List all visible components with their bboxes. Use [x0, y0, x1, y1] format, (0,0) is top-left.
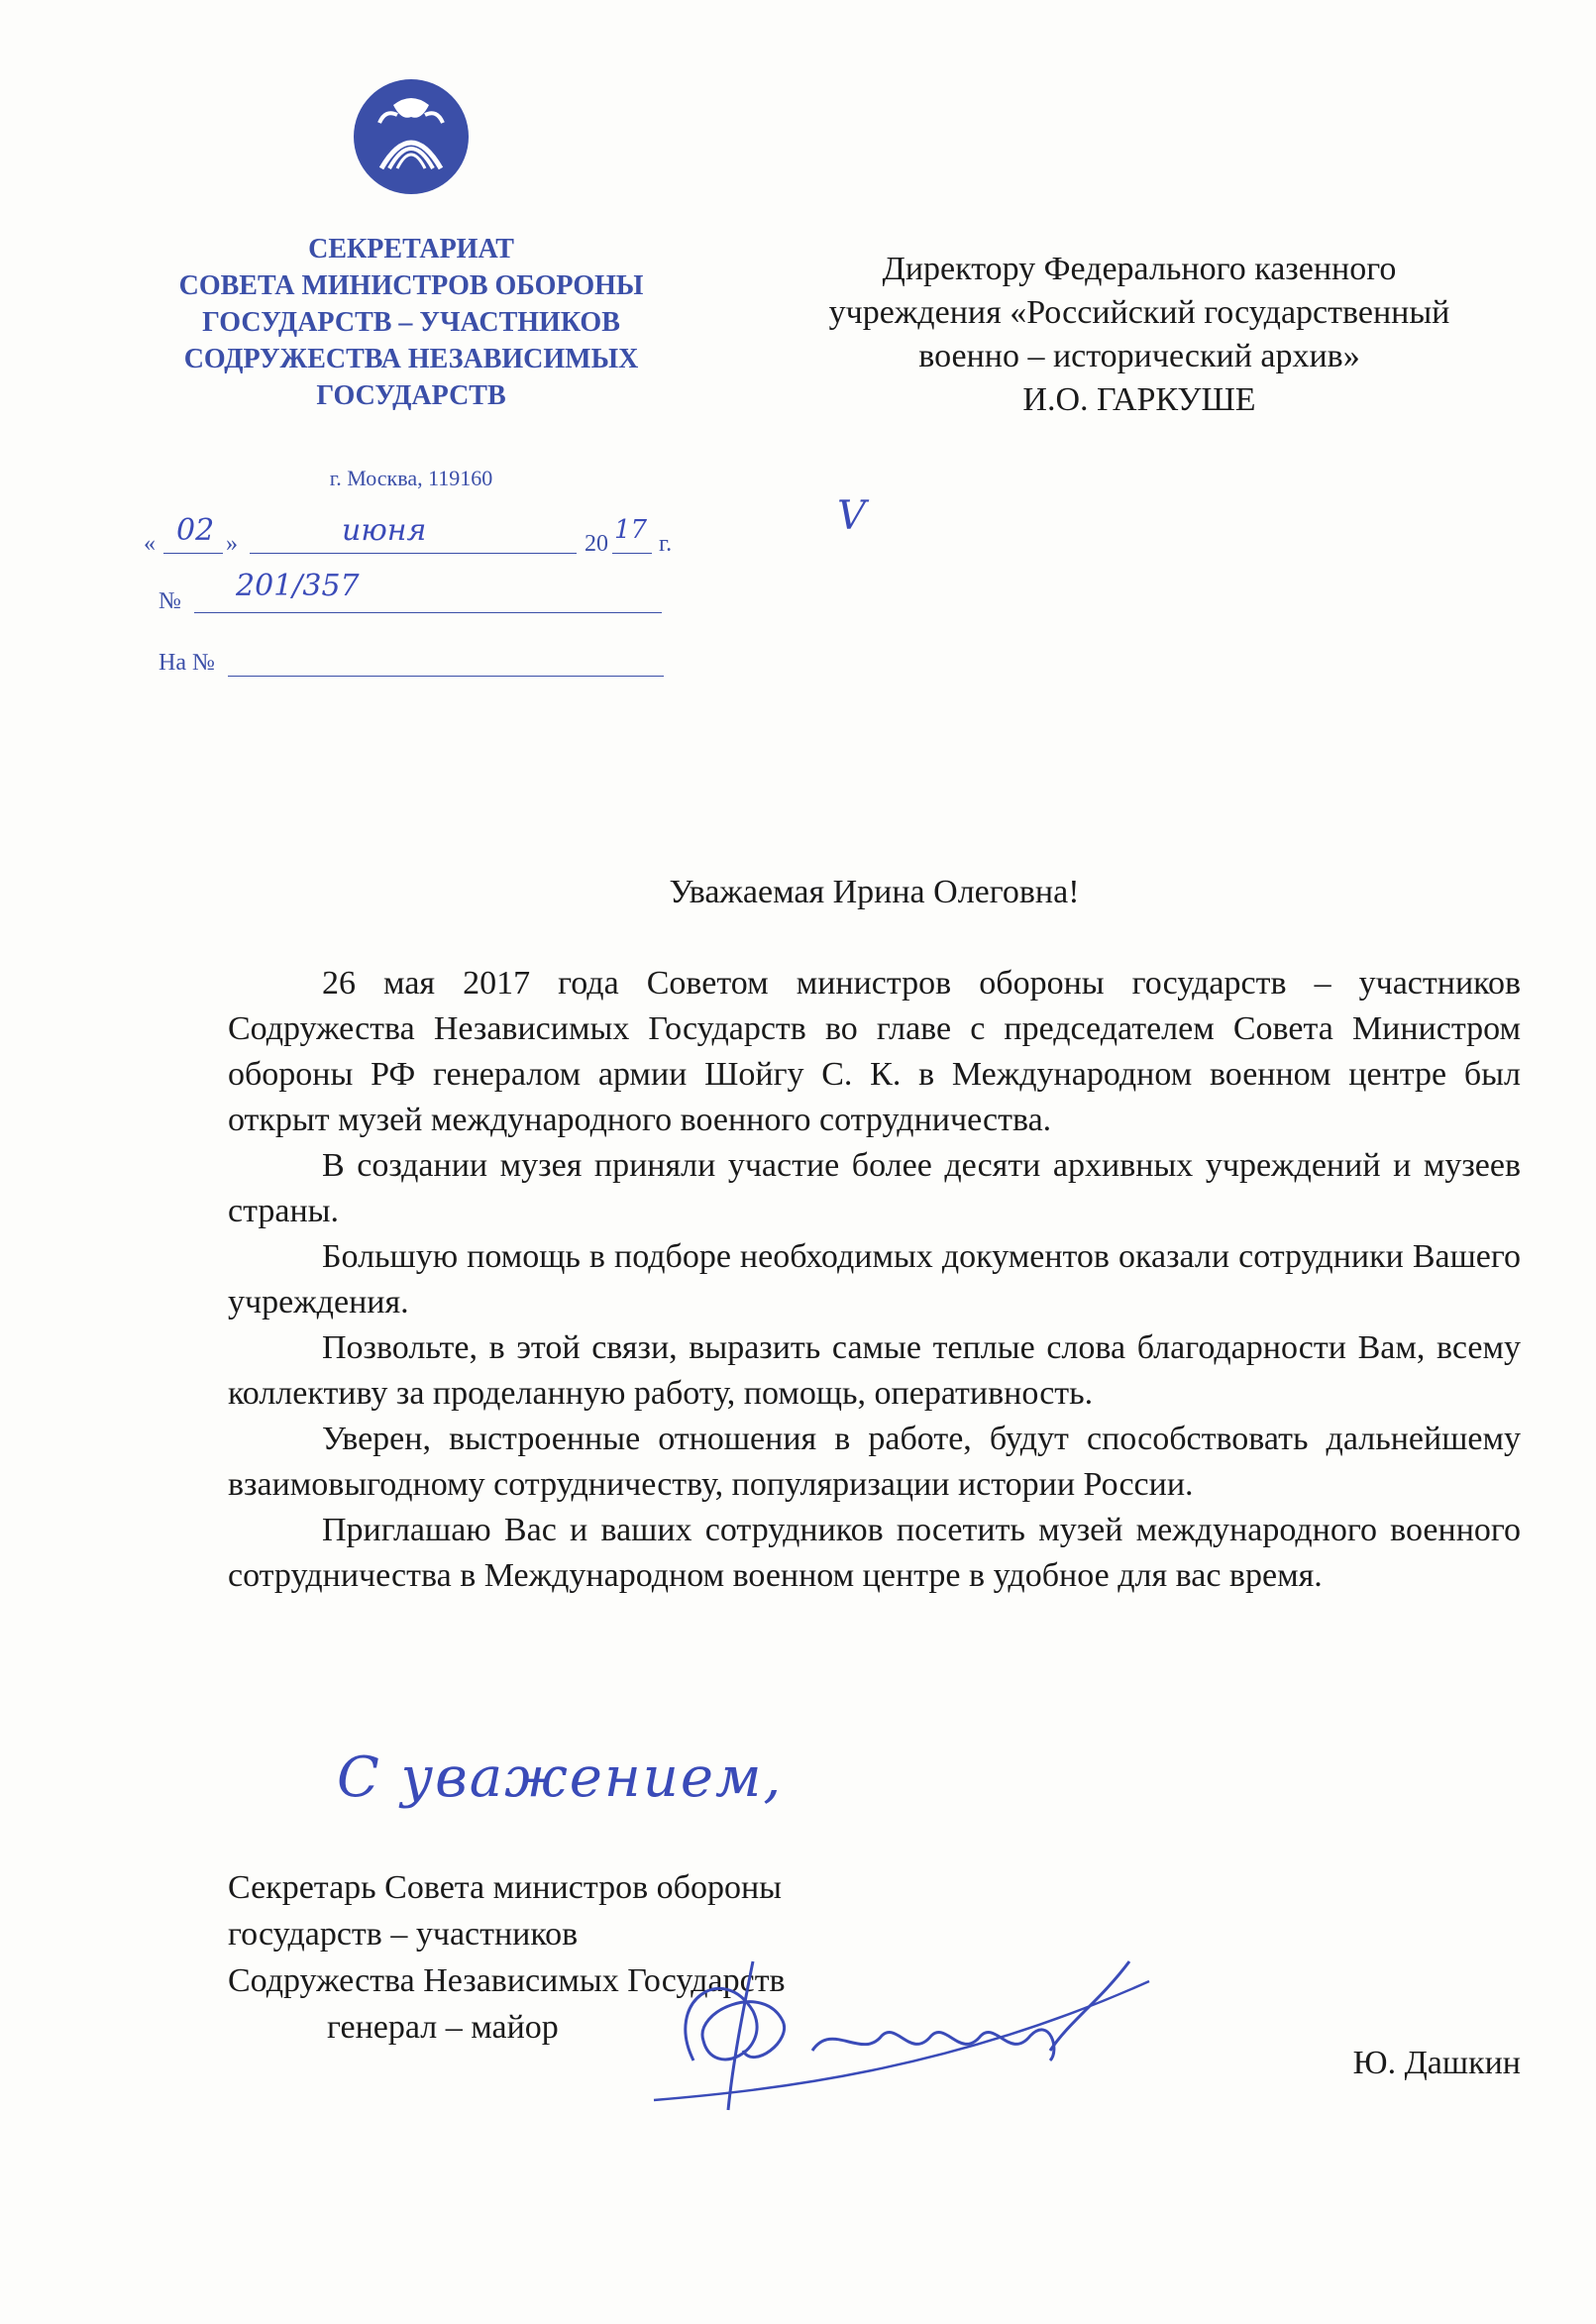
org-line: ГОСУДАРСТВ – УЧАСТНИКОВ — [202, 307, 620, 338]
ref-label: На № — [159, 650, 215, 676]
paragraph: Позвольте, в этой связи, выразить самые теплые слова благодарности Вам, всему коллективу за проделанную работу, помощь, оперативность. — [228, 1329, 1521, 1412]
number-value: 201/357 — [236, 569, 360, 603]
signatory-line: Секретарь Совета министров обороны — [228, 1869, 783, 1906]
addressee-block — [773, 248, 1506, 422]
signature-scribble — [634, 1942, 1169, 2120]
date-month-line — [250, 553, 577, 554]
date-close-quote: » — [226, 531, 238, 557]
ref-line — [228, 676, 664, 677]
paragraph: Большую помощь в подборе необходимых документов оказали сотрудники Вашего учреждения. — [228, 1238, 1521, 1320]
check-mark: V — [837, 493, 866, 539]
addressee-line: Директору Федерального казенного — [882, 251, 1397, 287]
date-year-g: г. — [659, 531, 673, 557]
date-day-line — [163, 553, 223, 554]
organization-name — [139, 231, 684, 414]
addressee-line: учреждения «Российский государственный — [828, 294, 1450, 331]
handwritten-closing: С уважением, — [337, 1745, 784, 1810]
date-year-prefix: 20 — [585, 531, 608, 557]
signatory-line: Содружества Независимых Государств — [228, 1962, 786, 1999]
paragraph: В создании музея приняли участие более десяти архивных учреждений и музеев страны. — [228, 1147, 1521, 1229]
org-line: СЕКРЕТАРИАТ — [308, 234, 514, 264]
number-line — [194, 612, 662, 613]
number-label: № — [159, 588, 181, 614]
letter-body — [228, 961, 1521, 1599]
org-line: ГОСУДАРСТВ — [316, 380, 506, 411]
org-line: СОДРУЖЕСТВА НЕЗАВИСИМЫХ — [183, 344, 639, 374]
date-day: 02 — [176, 513, 215, 548]
signatory-line: генерал – майор — [327, 2009, 559, 2046]
greeting: Уважаемая Ирина Олеговна! — [669, 874, 1080, 910]
paragraph: Приглашаю Вас и ваших сотрудников посетить музей международного военного сотрудничества в Международном военном центре в удобное для вас время. — [228, 1512, 1521, 1594]
signatory-line: государств – участников — [228, 1916, 579, 1953]
date-year-suffix: 17 — [614, 515, 648, 545]
addressee-line: военно – исторический архив» — [918, 338, 1360, 374]
city-address: г. Москва, 119160 — [329, 466, 493, 490]
date-year-line — [612, 553, 652, 554]
signatory-name: Ю. Дашкин — [1352, 2045, 1521, 2081]
org-line: СОВЕТА МИНИСТРОВ ОБОРОНЫ — [178, 270, 644, 301]
paragraph: Уверен, выстроенные отношения в работе, будут способствовать дальнейшему взаимовыгодному сотрудничеству, популяризации истории России. — [228, 1421, 1521, 1503]
date-open-quote: « — [144, 531, 156, 557]
cis-emblem-icon — [352, 77, 471, 196]
addressee-line: И.О. ГАРКУШЕ — [1022, 381, 1256, 418]
date-month: июня — [342, 513, 427, 548]
paragraph: 26 мая 2017 года Советом министров обороны государств – участников Содружества Независимых Государств во главе с председателем Совета Министром обороны РФ генералом армии Шойгу С. К. в Международном военном центре был открыт музей международного военного сотрудничества. — [228, 965, 1521, 1138]
